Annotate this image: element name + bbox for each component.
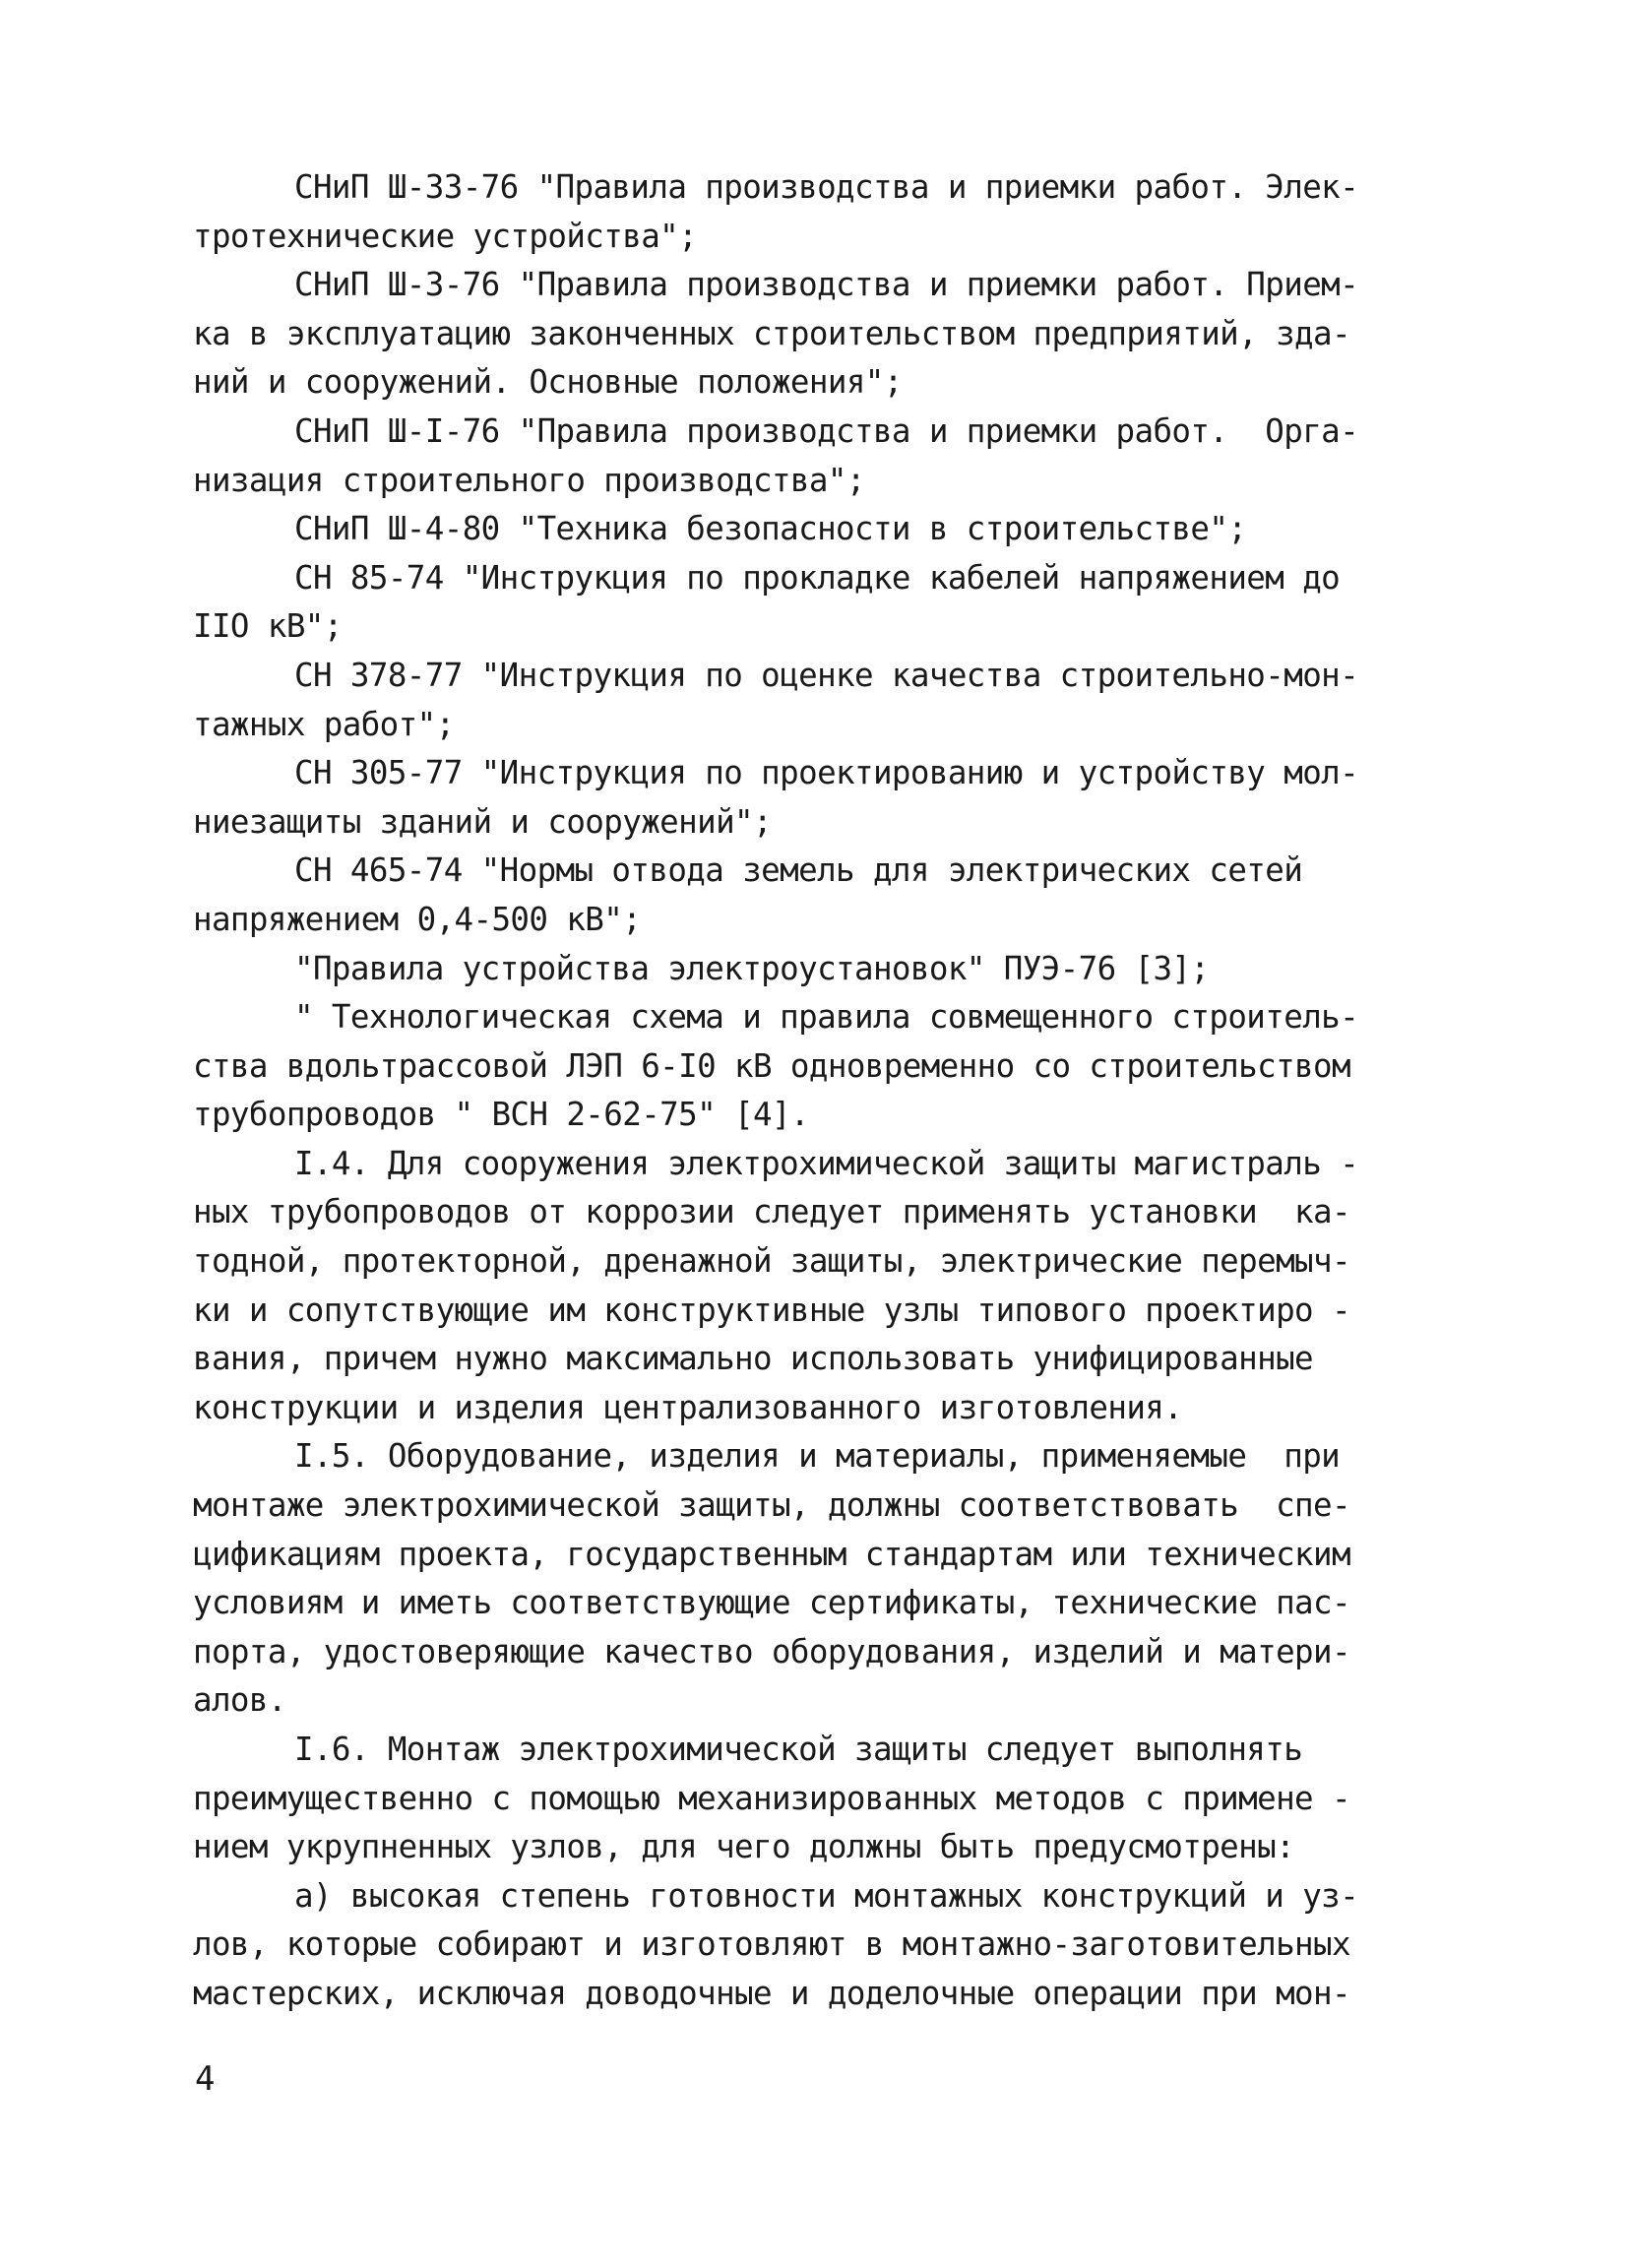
text-line: I.6. Монтаж электрохимической защиты следует выполнять [294,1731,1303,1768]
text-line: низация строительного производства"; [193,461,865,499]
text-line: ний и сооружений. Основные положения"; [193,363,903,402]
text-line: I.5. Оборудование, изделия и материалы, применяемые при [294,1437,1341,1476]
text-line: СНиП Ш-I-76 "Правила производства и приемки работ. Орга- [294,411,1359,450]
text-line: цификациям проекта, государственным стандартам или техническим [193,1535,1350,1573]
text-line: СНиП Ш-3-76 "Правила производства и приемки работ. Прием- [294,266,1359,304]
text-line: лов, которые собирают и изготовляют в монтажно-заготовительных [193,1925,1350,1964]
text-line: ства вдольтрассовой ЛЭП 6-I0 кВ одновременно со строительством [193,1046,1350,1085]
text-line: СНиП Ш-33-76 "Правила производства и приемки работ. Элек- [294,168,1359,206]
text-line: порта, удостоверяющие качество оборудования, изделий и матери- [193,1632,1350,1670]
text-line: ных трубопроводов от коррозии следует применять установки ка- [193,1193,1350,1231]
text-line: ниезащиты зданий и сооружений"; [193,802,772,841]
text-line: IIO кВ"; [193,607,343,646]
text-line: преимущественно с помощью механизированных методов с примене - [193,1779,1350,1817]
page-number: 4 [195,2059,216,2099]
text-line: тротехнические устройства"; [193,217,698,255]
text-line: СН 378-77 "Инструкция по оценке качества строительно-мон- [294,656,1359,694]
text-line: ки и сопутствующие им конструктивные узлы типового проектиро - [193,1291,1350,1329]
text-line: алов. [193,1681,286,1720]
text-line: СНиП Ш-4-80 "Техника безопасности в строительстве"; [294,510,1247,548]
text-line: тажных работ"; [193,705,455,743]
text-line: СН 465-74 "Нормы отвода земель для электрических сетей [294,851,1303,890]
text-line: СН 305-77 "Инструкция по проектированию и устройству мол- [294,754,1359,792]
text-line: а) высокая степень готовности монтажных конструкций и уз- [294,1876,1359,1915]
text-line: нием укрупненных узлов, для чего должны быть предусмотрены: [193,1828,1295,1866]
text-line: " Технологическая схема и правила совмещенного строитель- [294,998,1359,1037]
text-line: мастерских, исключая доводочные и доделочные операции при мон- [193,1974,1350,2012]
text-line: условиям и иметь соответствующие сертификаты, технические пас- [193,1584,1350,1622]
text-line: конструкции и изделия централизованного изготовления. [193,1388,1183,1426]
text-line: I.4. Для сооружения электрохимической защиты магистраль - [294,1144,1359,1182]
body-text [193,163,1427,2019]
text-line: вания, причем нужно максимально использовать унифицированные [193,1340,1313,1378]
text-line: напряжением 0,4-500 кВ"; [193,900,642,938]
text-line: "Правила устройства электроустановок" ПУЭ-76 [3]; [294,949,1210,987]
text-line: монтаже электрохимической защиты, должны соответствовать спе- [193,1486,1350,1525]
text-line: СН 85-74 "Инструкция по прокладке кабелей напряжением до [294,558,1341,597]
text-line: тодной, протекторной, дренажной защиты, электрические перемыч- [193,1242,1350,1281]
text-line: трубопроводов " ВСН 2-62-75" [4]. [193,1096,809,1134]
text-line: ка в эксплуатацию законченных строительством предприятий, зда- [193,314,1350,352]
